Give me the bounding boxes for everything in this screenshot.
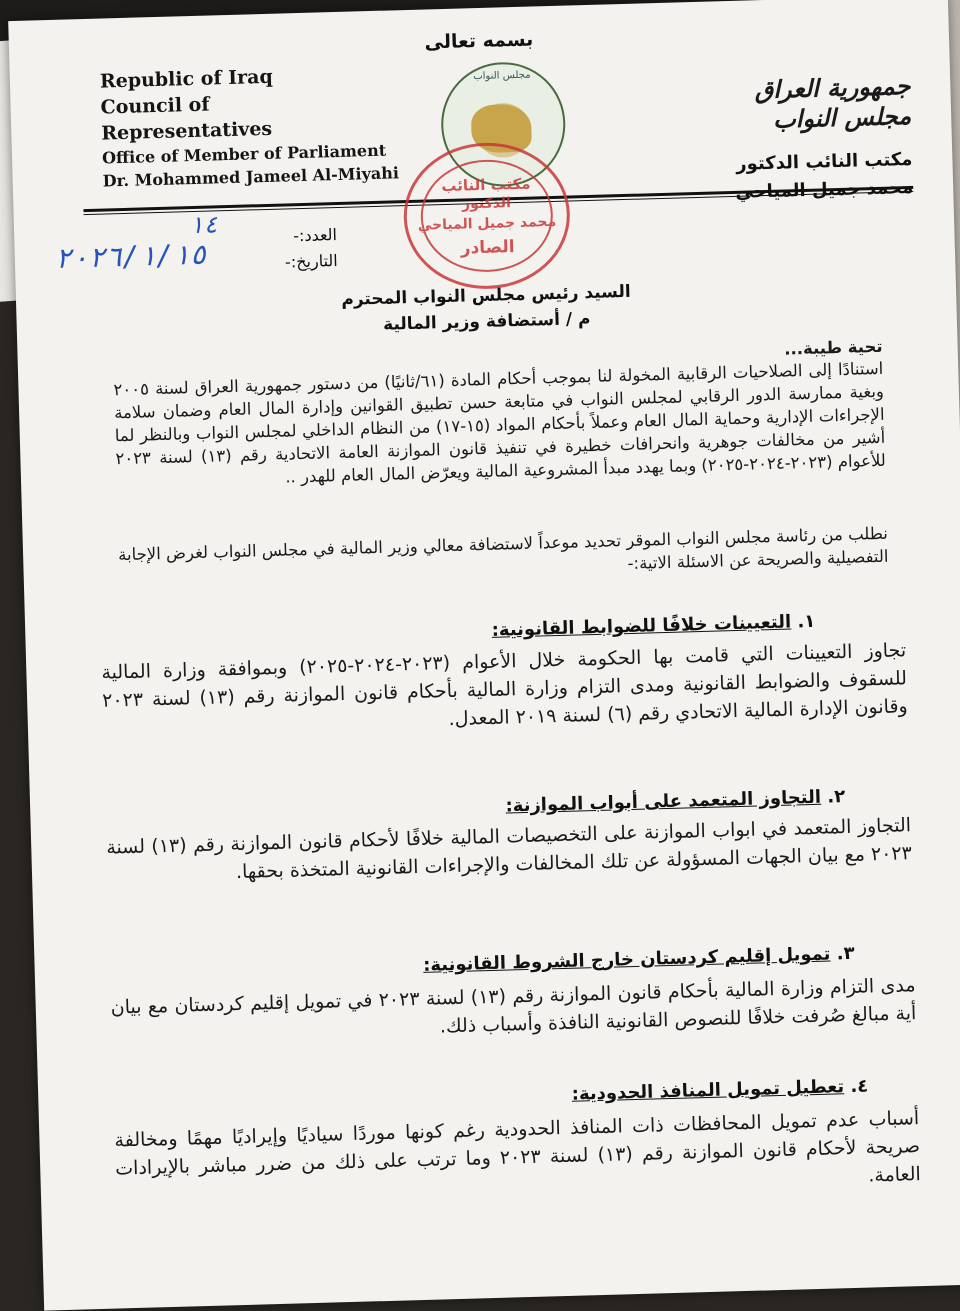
section-3-heading: تمويل إقليم كردستان خارج الشروط القانونية: bbox=[422, 943, 831, 976]
section-4-number: ٤. bbox=[850, 1075, 869, 1098]
section-3-number: ٣. bbox=[836, 942, 855, 965]
subject-line: م / أستضافة وزير المالية bbox=[382, 308, 591, 335]
section-3-text: مدى التزام وزارة المالية بأحكام قانون الموازنة رقم (١٣) لسنة ٢٠٢٣ في تمويل إقليم كردستان مع بيان أية مبالغ صُرفت خلافًا للنصوص القانونية النافذة وأسباب ذلك. bbox=[110, 974, 917, 1038]
greeting: تحية طيبة... bbox=[783, 336, 883, 359]
section-4-text: أسباب عدم تمويل المحافظات ذات المنافذ الحدودية رغم كونها موردًا سياديًا وإيراديًا مهمًا ومخالفة صريحة لأحكام قانون الموازنة رقم (١٣) لسنة ٢٠٢٣ وما ترتب على ذلك من ضرر مباشر بالإيرادات العامة. bbox=[114, 1107, 922, 1187]
en-line-3: Representatives bbox=[101, 117, 273, 145]
en-line-2: Council of bbox=[100, 93, 210, 119]
handwritten-date: ٢٠٢٦/١/١٥ bbox=[54, 237, 207, 275]
stamp-line-1: مكتب النائب bbox=[441, 174, 531, 196]
basmala: بسمه تعالى bbox=[424, 28, 534, 54]
handwritten-number: ١٤ bbox=[188, 210, 219, 240]
en-line-5: Dr. Mohammed Jameel Al-Miyahi bbox=[102, 163, 400, 191]
letter-page bbox=[8, 0, 960, 1311]
ar-office-line-1: مكتب النائب الدكتور bbox=[735, 148, 913, 175]
english-letterhead bbox=[100, 60, 400, 192]
section-1-number: ١. bbox=[797, 610, 816, 633]
section-1-title bbox=[491, 611, 815, 641]
ar-cal-line-2: مجلس النواب bbox=[772, 100, 912, 134]
section-2-text: التجاوز المتعمد في ابواب الموازنة على التخصيصات المالية خلافًا لأحكام قانون الموازنة رقم (١٣) لسنة ٢٠٢٣ مع بيان الجهات المسؤولة عن تلك المخالفات والإجراءات القانونية المتخذة بحقها. bbox=[105, 814, 913, 884]
section-2-title bbox=[505, 786, 845, 816]
number-label: العدد:- bbox=[292, 225, 338, 246]
logo-text: مجلس النواب bbox=[473, 69, 531, 83]
stamp-line-4: الصادر bbox=[460, 237, 515, 259]
addressee: السيد رئيس مجلس النواب المحترم bbox=[341, 281, 631, 310]
arabic-office-title bbox=[734, 146, 913, 207]
reference-fields bbox=[284, 222, 338, 275]
stamp-line-3: محمد جميل المياحي bbox=[417, 213, 557, 234]
date-label: التاريخ:- bbox=[284, 251, 338, 272]
body-paragraph-2: نطلب من رئاسة مجلس النواب الموقر تحديد موعداً لاستضافة معالي وزير المالية في مجلس النواب لغرض الإجابة التفصيلية والصريحة عن الاسئلة الاتية:- bbox=[117, 523, 889, 574]
section-1-text: تجاوز التعيينات التي قامت بها الحكومة خلال الأعوام (٢٠٢٣-٢٠٢٤-٢٠٢٥) وبموافقة وزارة المالية للسقوف والضوابط القانونية ومدى التزام وزارة المالية بأحكام قانون الموازنة رقم (١٣) لسنة ٢٠٢٣ وقانون الإدارة المالية الاتحادي رقم (٦) لسنة ٢٠١٩ المعدل. bbox=[101, 639, 908, 731]
en-line-1: Republic of Iraq bbox=[99, 65, 273, 93]
arabic-calligraphy-letterhead bbox=[754, 71, 911, 135]
ar-office-line-2: محمد جميل المياحي bbox=[735, 176, 914, 203]
section-2-heading: التجاوز المتعمد على أبواب الموازنة: bbox=[505, 786, 822, 817]
section-4-heading: تعطيل تمويل المنافذ الحدودية: bbox=[571, 1076, 845, 1105]
section-1-heading: التعيينات خلافًا للضوابط القانونية: bbox=[491, 611, 792, 641]
ar-cal-line-1: جمهورية العراق bbox=[754, 70, 911, 105]
section-3-title bbox=[423, 943, 855, 976]
en-line-4: Office of Member of Parliament bbox=[101, 140, 387, 168]
section-4-title bbox=[571, 1076, 868, 1105]
section-2-number: ٢. bbox=[827, 786, 846, 808]
body-paragraph-1: استنادًا إلى الصلاحيات الرقابية المخولة لنا بموجب أحكام المادة (٦١/ثانيًا) من دستور جمهورية العراق لسنة ٢٠٠٥ وبغية ممارسة الدور الرقابي لمجلس النواب في متابعة حسن تطبيق القوانين وإدارة المال العام وضمان سلامة الإجراءات الإدارية وحماية المال العام وعملاً بأحكام المواد (١٥-١٧) من النظام الداخلي لمجلس النواب وبالنظر لما أشير من مخالفات جوهرية وانحرافات خطيرة في تنفيذ قانون الموازنة العامة الاتحادية رقم (١٣) لسنة ٢٠٢٣ للأعوام (٢٠٢٣-٢٠٢٤-٢٠٢٥) وبما يهدد مبدأ المشروعية المالية ويعرّض المال العام للهدر .. bbox=[113, 358, 887, 487]
stamp-line-2: الدكتور bbox=[461, 195, 512, 213]
